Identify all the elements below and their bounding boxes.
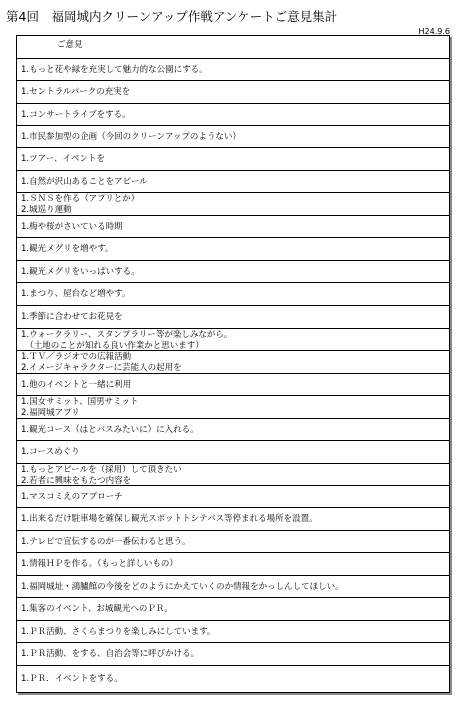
row-text: 1.ツアー、イベントを [21,154,106,164]
row-text: 1.市民参加型の企画（今回のクリーンアップのようない） [21,132,241,142]
table-row [17,306,449,329]
row-text: 1.情報ＨＰを作る。（もっと詳しいもの） [21,559,178,569]
table-row [17,216,449,238]
row-text: 2.イメージキャラクターに芸能人の起用を [21,363,182,373]
row-text: 1.福岡城址・鴻臚館の今後をどのようにかえていくのか情報をかっしんしてほしい。 [21,582,344,592]
document-date: H24.9.6 [418,27,450,36]
row-text: 1.出来るだけ駐車場を確保し観光スポットトシテバス等停まれる場所を設置。 [21,514,318,524]
row-text: 1.ＰＲ活動、をする、自治会等に呼びかける。 [21,649,200,659]
table-row [17,621,449,643]
table-row [17,441,449,464]
table-row [17,238,449,261]
row-text: 1.集客のイベント、お城観光へのＰＲ。 [21,604,173,614]
row-text: 1.自然が沢山あることをアピール [21,177,148,187]
row-text: 2.城巡り運動 [21,205,72,215]
table-row [17,374,449,396]
row-text: 1.観光メグリを増やす。 [21,244,114,254]
row-text: 1.まつり、屋台など増やす。 [21,289,131,299]
table-row [17,464,449,486]
row-text: 1.もっとアピールを（採用）して頂きたい [21,465,182,475]
header-label: ご意見 [57,40,83,50]
row-text: 1.ＰＲ．イベントをする。 [21,674,123,684]
table-row [17,598,449,621]
table-row [17,553,449,576]
row-text: 1.もっと花や緑を充実して魅力的な公園にする。 [21,65,208,75]
table-row [17,148,449,171]
table-row [17,104,449,126]
table-row [17,486,449,508]
table-row [17,81,449,104]
table-row [17,59,449,81]
table-row [17,666,449,692]
table-row [17,171,449,193]
row-text: 2.若者に興味をもたつ内容を [21,476,132,486]
row-text: （土地のことが知れる良い作業かと思います） [21,341,204,351]
row-text: 1.ＰＲ活動、さくらまつりを楽しみにしています。 [21,627,216,637]
row-text: 1.ＴＶ／ラジオでの広報活動 [21,352,132,362]
row-text: 1.梅や桜がさいている時期 [21,222,123,232]
table-row [17,351,449,374]
table-row [17,329,449,351]
table-row [17,508,449,531]
opinions-table [16,35,450,693]
row-text: 1.国女サミット、国男サミット [21,397,139,407]
row-text: 1.ＳＮＳを作る（アプリとか） [21,194,140,204]
table-row [17,396,449,419]
table-row [17,419,449,441]
row-text: 1.観光メグリをいっぱいする。 [21,267,140,277]
table-row [17,261,449,283]
row-text: 1.コンサートライブをする。 [21,110,131,120]
row-text: 2.福岡城アプリ [21,408,80,418]
table-row [17,531,449,553]
row-text: 1.コースめぐり [21,447,80,457]
table-row [17,643,449,666]
row-text: 1.テレビで宣伝するのが一番伝わると思う。 [21,537,191,547]
row-text: 1.マスコミえのアプローチ [21,492,123,502]
table-row [17,126,449,148]
row-text: 1.セントラルパークの充実を [21,87,131,97]
table-row [17,193,449,216]
document-title: 第4回 福岡城内クリーンアップ作戦アンケートご意見集計 [6,9,338,24]
row-text: 1.季節に合わせてお花見を [21,312,123,322]
row-text: 1.他のイベントと一緒に利用 [21,380,132,390]
table-row [17,576,449,598]
row-text: 1.観光コース（はとバスみたいに）に入れる。 [21,425,199,435]
table-header [17,36,449,59]
table-row [17,283,449,306]
row-text: 1.ウォークラリー、スタンプラリー等が楽しみながら。 [21,330,233,340]
